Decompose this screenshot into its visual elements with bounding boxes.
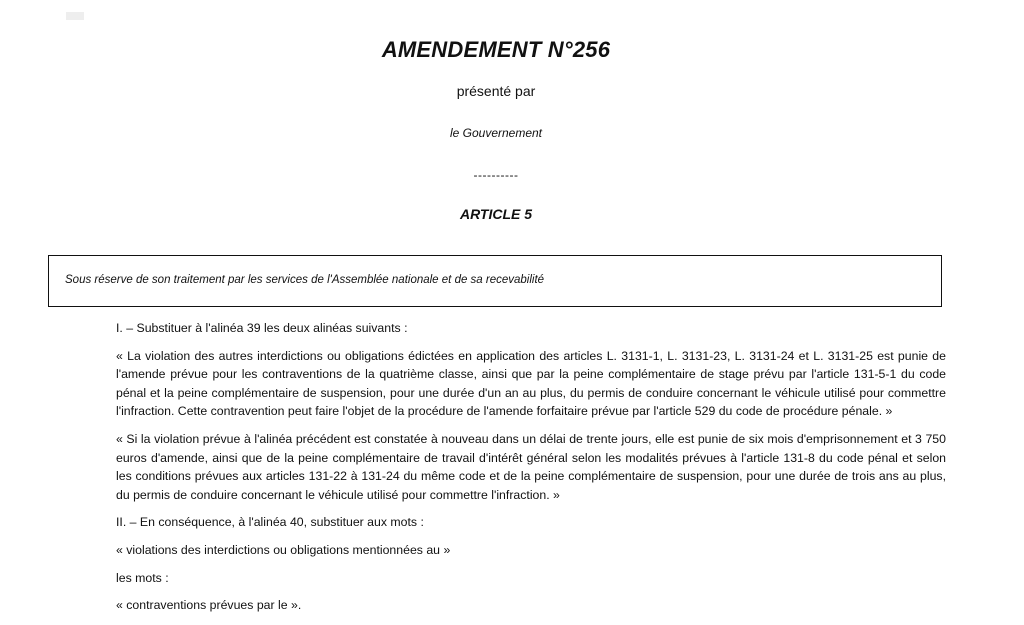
reserve-notice-text: Sous réserve de son traitement par les services de l'Assemblée nationale et de sa recevabilité [65,274,545,286]
reserve-notice-box [48,255,942,307]
paragraph-7: « contraventions prévues par le ». [116,598,302,613]
separator: ---------- [473,168,519,182]
amendment-body [116,319,946,624]
paragraph-1: I. – Substituer à l'alinéa 39 les deux alinéas suivants : [116,321,408,335]
corner-mark [66,12,84,20]
author: le Gouvernement [449,126,543,140]
presented-by-label: présenté par [456,83,536,99]
paragraph-4: II. – En conséquence, à l'alinéa 40, substituer aux mots : [116,515,424,530]
paragraph-3: « Si la violation prévue à l'alinéa précédent est constatée à nouveau dans un délai de trente jours, elle est punie de six mois d'emprisonnement et 3 750 euros d'amende, ainsi que de la peine complémentaire de travail d'intérêt général selon les modalités prévues à l'article 131-8 du code pénal et selon les conditions prévues aux articles 131-22 à 131-24 du même code et de la peine complémentaire de suspension, pour une durée de trois ans au plus, du permis de conduire concernant le véhicule utilisé pour commettre l'infraction. » [116,431,946,502]
paragraph-2: « La violation des autres interdictions ou obligations édictées en application des articles L. 3131-1, L. 3131-23, L. 3131-24 et L. 3131-25 est punie de l'amende prévue pour les contraventions de la quatrième classe, ainsi que par la peine complémentaire de stage prévu par l'article 131-5-1 du code pénal et la peine complémentaire de suspension, pour une durée d'un an au plus, du permis de conduire concernant le véhicule utilisé pour commettre l'infraction. Cette contravention peut faire l'objet de la procédure de l'amende forfaitaire prévue par l'article 529 du code de procédure pénale. » [116,348,946,419]
paragraph-5: « violations des interdictions ou obligations mentionnées au » [116,542,451,557]
paragraph-6: les mots : [116,570,169,585]
article-heading: ARTICLE 5 [459,206,533,222]
amendment-title: AMENDEMENT N°256 [381,37,611,62]
